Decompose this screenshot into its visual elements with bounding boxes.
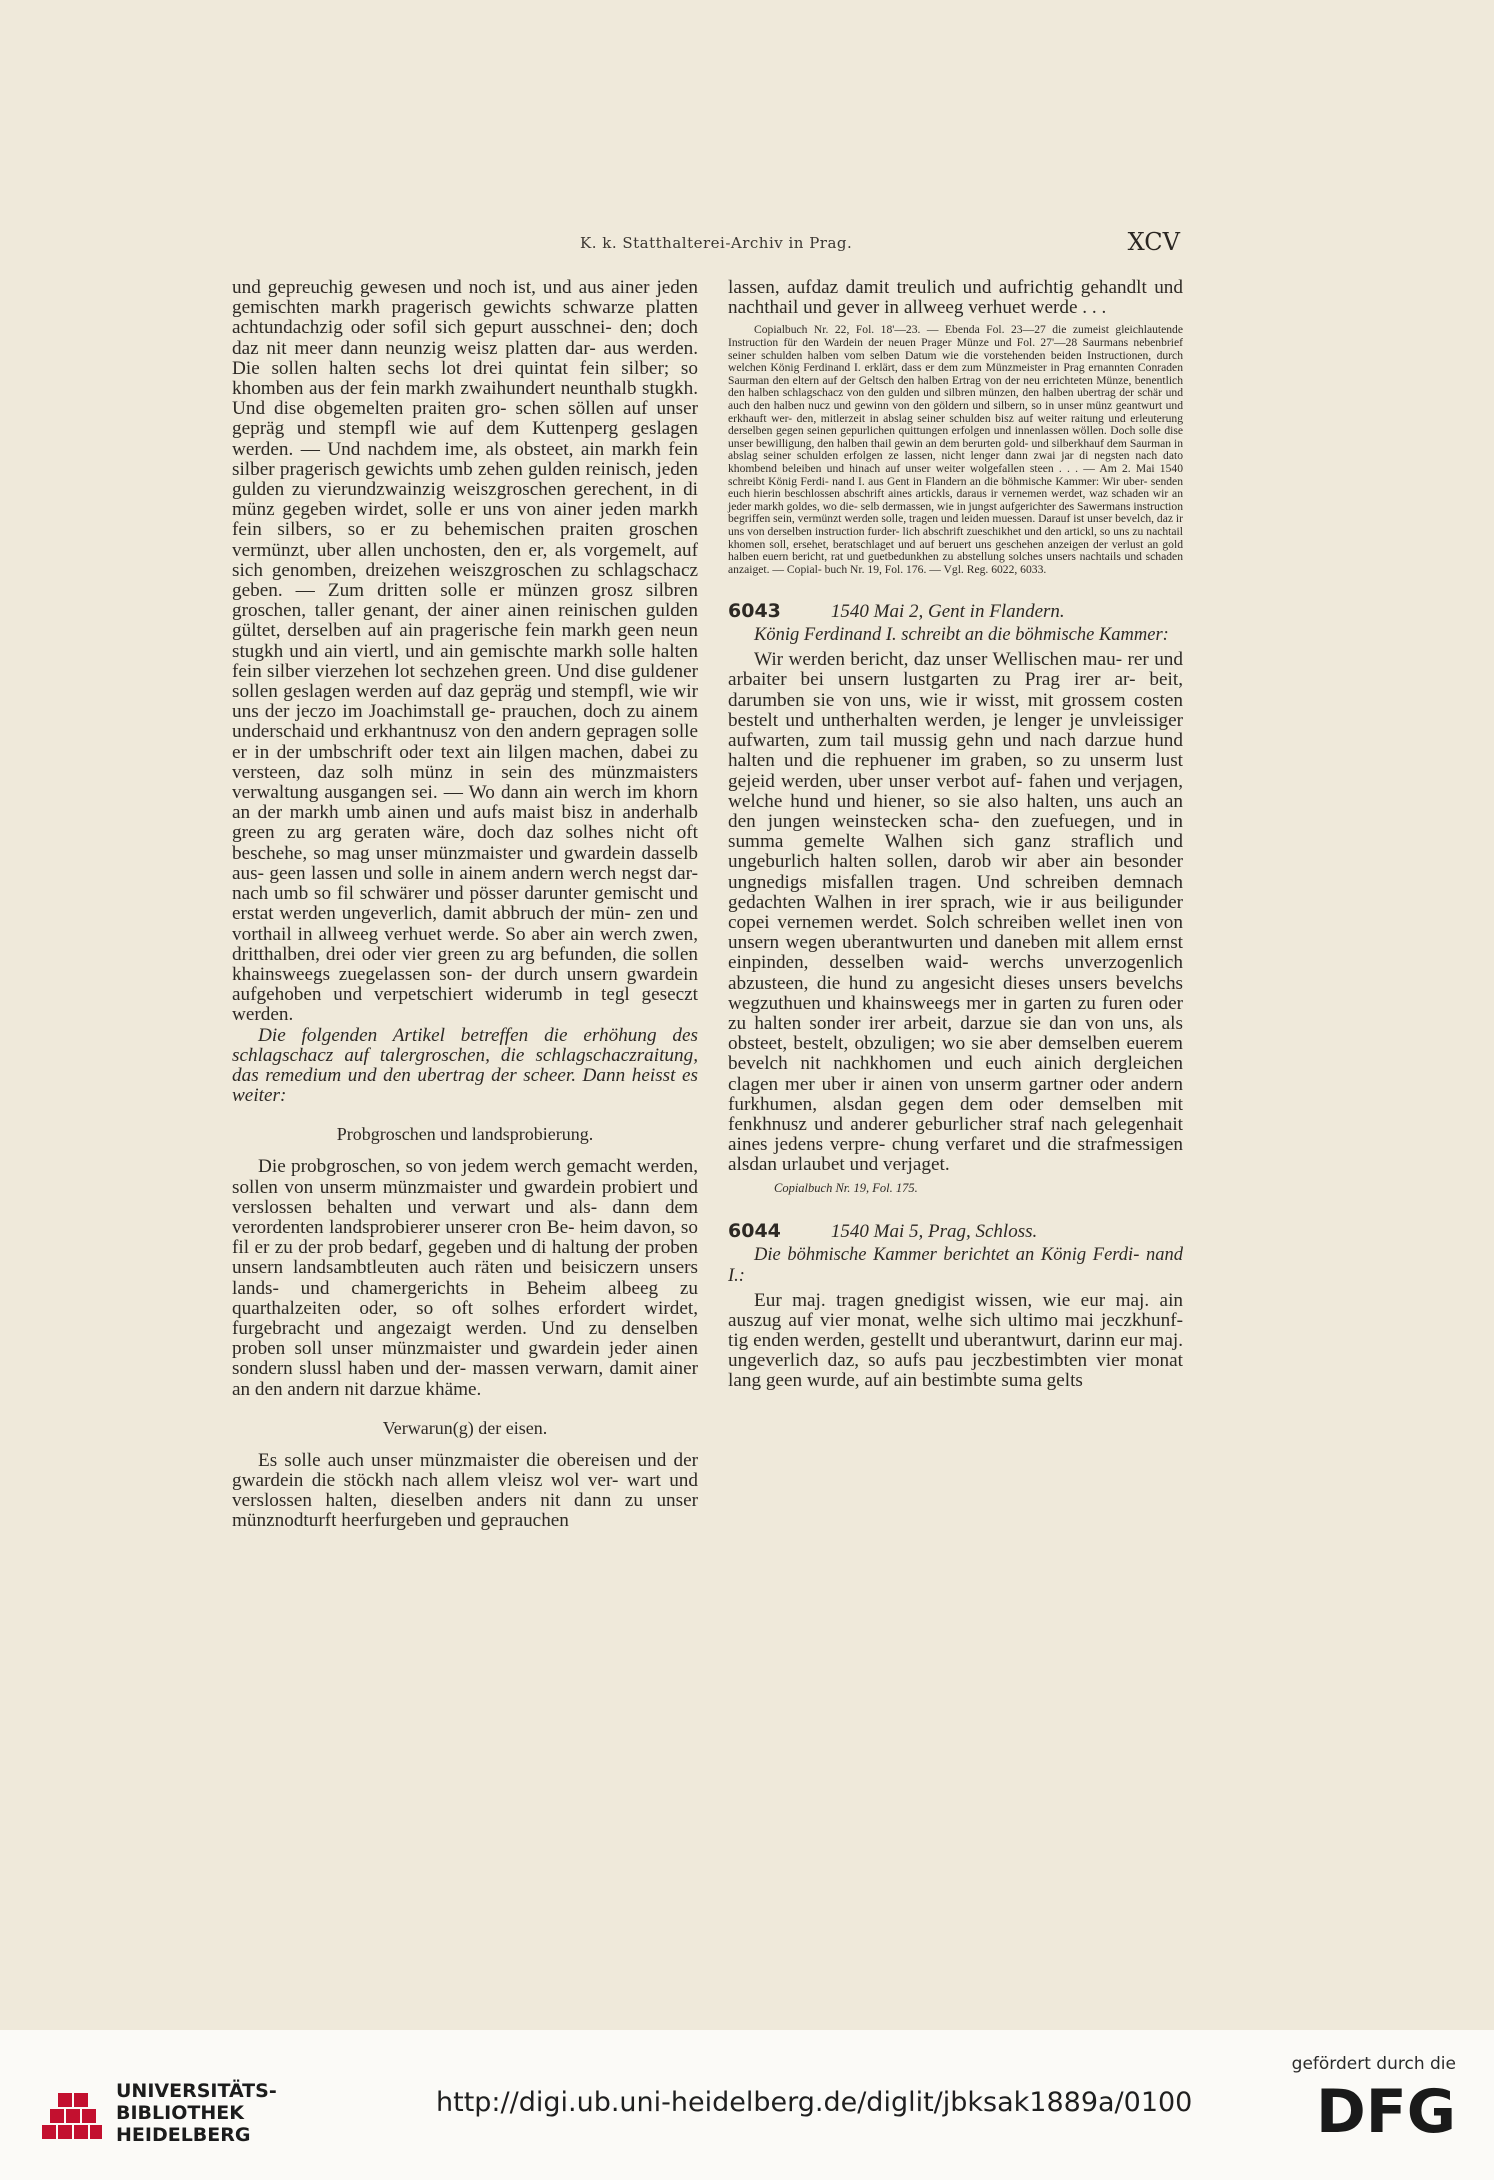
- permalink-url[interactable]: http://digi.ub.uni-heidelberg.de/diglit/jbksak1889a/0100: [436, 2087, 1193, 2118]
- library-name: [116, 2080, 277, 2146]
- entry-date: 1540 Mai 2, Gent in Flandern.: [830, 601, 1065, 623]
- footer-bar: [0, 2030, 1494, 2180]
- library-emblem-icon: [40, 2085, 104, 2141]
- library-name-line: BIBLIOTHEK: [116, 2102, 244, 2124]
- left-paragraph-1: und gepreuchig gewesen und noch ist, und aus ainer jeden gemischten markh pragerisch gewichts schwarze platten achtundachzig oder sofil sich gepurt ausschnei- den; doch daz nit meer dann neunzig weisz platten dar- aus werden. Die sollen halten sechs lot drei quintat fein silber; so khomben aus der fein markh zwaihundert neunthalb stugkh. Und dise obgemelten praiten gro- schen söllen auf unser gepräg und stempfl wie auf dem Kuttenperg geslagen werden. — Und nachdem ime, als obsteet, ain markh fein silber pragerisch gewichts umb zehen gulden reinisch, jeden gulden zu vierundzwainzig weiszgroschen gerechent, in di münz gegeben wirdet, solle er uns von ainer jeden markh fein silbers, so er zu behemischen praiten groschen vermünzt, uber allen unchosten, den er, als vorgemelt, auf sich genomben, dreizehen weiszgroschen zu schlagschacz geben. — Zum dritten solle er münzen grosz silbren groschen, taller genant, der ainer ainen reinischen gulden gültet, derselben auf ain pragerische fein markh geen neun stugkh und ain viertl, und ain gemischte markh solle halten fein silber vierzehen lot sechzehen green. Und dise guldener sollen geslagen werden auf daz gepräg und stempfl, wie wir uns der jeczo im Joachimstall ge- prauchen, doch zu ainem underschaid und erkhantnusz von den andern gepragen solle er in der umbschrift oder text ain lilgen machen, dabei zu versteen, daz solh münz in sein des münzmaisters verwaltung ausgangen sei. — Wo dann ain werch im khorn an der markh umb ainen und aufs maist bisz in anderhalb green zu arg geraten wäre, doch daz solhes nicht oft beschehe, so mag unser münzmaister und gwardein dasselb aus- geen lassen und solle in ainem andern werch negst dar- nach umb so fil schwärer und pösser darunter gemischt und erstat werden ungeverlich, damit abbruch der mün- zen und vorthail in allweeg verhuet werde. So aber ain werch zwen, dritthalben, drei oder vier green zu arg befunden, die sollen khainsweegs zuegelassen son- der durch unsern gwardein aufgehoben und verpetschiert widerumb in tegl geseczt werden.: [232, 277, 698, 1026]
- entry-header: [728, 600, 1183, 623]
- running-header: [0, 228, 1494, 258]
- dfg-logo-text: DFG: [1315, 2080, 1456, 2138]
- entry-number: 6044: [728, 1219, 781, 1242]
- entry-header: [728, 1220, 1183, 1243]
- entry-citation: Copialbuch Nr. 19, Fol. 175.: [774, 1180, 918, 1195]
- entry-date: 1540 Mai 5, Prag, Schloss.: [830, 1220, 1038, 1242]
- running-title: K. k. Statthalterei-Archiv in Prag.: [580, 234, 853, 252]
- editorial-note: Die folgenden Artikel betreffen die erhöhung des schlagschacz auf talergroschen, die schlagschaczraitung, das remedium und den ubertrag der scheer. Dann heisst es weiter:: [232, 1024, 698, 1107]
- entry-text: Eur maj. tragen gnedigist wissen, wie eur maj. ain auszug auf vier monat, welhe sich ultimo mai jeczkhunf- tig enden werden, gestellt und uberantwurt, darinn eur maj. ungeverlich daz, so aufs pau jeczbestimbten vier monat lang geen wurde, auf ain bestimbte suma gelts: [728, 1289, 1183, 1392]
- sponsor-block: [1292, 2054, 1456, 2142]
- right-column: [728, 278, 1183, 1392]
- entry-subtitle: König Ferdinand I. schreibt an die böhmische Kammer:: [754, 625, 1169, 646]
- left-paragraph-3: Es solle auch unser münzmaister die obereisen und der gwardein die stöckh nach allem vleisz wol ver- wart und verslossen halten, dieselben anders nit dann zu unser münznodturft heerfurgeben und geprauchen: [232, 1449, 698, 1532]
- dfg-logo-icon: [1306, 2080, 1456, 2138]
- library-logo[interactable]: [40, 2080, 277, 2146]
- entry-6044: [728, 1220, 1183, 1392]
- left-paragraph-2: Die probgroschen, so von jedem werch gemacht werden, sollen von unserm münzmaister und gwardein probiert und verslossen behalten und verwart und als- dann dem verordenten landsprobierer unserer cron Be- heim davon, so fil er zu der prob bedarf, gegeben und di haltung der proben unsern landsambtleuten auch räten und beisiczern unsers lands- und chamergerichts in Beheim albeeg zu quarthalzeiten oder, so oft solhes erfordert wirdet, furgebracht und angezaigt werden. Und zu denselben proben soll unser münzmaister und gwardein jeder ainen sondern slussl haben und der- massen verwarn, damit ainer an den andern nit darzue khäme.: [232, 1156, 698, 1400]
- section-heading-verwarung: Verwarun(g) der eisen.: [382, 1417, 548, 1438]
- entry-text: Wir werden bericht, daz unser Wellischen mau- rer und arbaiter bei unsern lustgarten zu Prag irer ar- beit, darumben sie von uns, wie ir wisst, mit grossem costen bestelt und untherhalten werden, je lenger je unvleissiger aufwarten, zum tail mussig gehn und nach darzue hund halten und die rephuener im graben, so zu unserm lust gejeid werden, uber unser verbot auf- fahen und verjagen, welche hund und hiener, so sie also halten, uns auch an den jungen weinstecken scha- den zuefuegen, und in summa gemelte Walhen sich ganz straflich und ungeburlich halten sollen, darob wir aber ain besonder ungnedigs misfallen tragen. Und schreiben demnach gedachten Walhen in irer sprach, wie ir aus beiligunder copei vernemen werdet. Solch schreiben wellet inen von unsern wegen uberantwurten und daneben mit allem ernst einpinden, desselben waid- werchs unverzogenlich abzusteen, die hund zu angesicht dieses unsers bevelchs wegzuthuen und khainsweegs mer in garten zu furen oder zu halten sonder irer arbeit, darzue sie dan von uns, als obsteet, bestelt, obzuligen; wo sie aber demselben euerem bevelch nit nachkhomen und euch ainich dergleichen clagen mer uber ir ainen von unserm gartner oder andern furkhumen, alsdan gegen dem oder demselben mit fenkhnusz und anderer geburlicher straf nach gelegenhait aines jedens verpre- chung verfaret und die strafmessigen alsdan urlaubet und verjaget.: [728, 649, 1183, 1176]
- entry-6043: [728, 600, 1183, 1195]
- sponsor-label: gefördert durch die: [1291, 2054, 1456, 2074]
- page-number: XCV: [1127, 228, 1180, 256]
- entry-subtitle: Die böhmische Kammer berichtet an König Ferdi- nand I.:: [728, 1244, 1183, 1286]
- library-name-line: HEIDELBERG: [116, 2124, 251, 2146]
- footnote-block: Copialbuch Nr. 22, Fol. 18'—23. — Ebenda Fol. 23—27 die zumeist gleichlautende Instruction für den Wardein der neuen Prager Münze und Fol. 27'—28 Saurmans nebenbrief seiner schulden halben vom selben Datum wie die vorstehenden beiden Instructionen, durch welchen König Ferdinand I. erklärt, dass er dem zum Münzmeister in Prag ernannten Conraden Saurman den eltern auf der Geltsch den halben Ertrag von der neu errichteten Münze, benentlich den halben schlagschacz von den gulden und silbren münzen, den halben ubertrag der schär und auch den halben nucz und gewinn von den göldern und silbern, so in unser münz geantwurt und erkhauft wer- den, mitlerzeit in abslag seiner schulden bisz auf weiter raitung und erleuterung derselben gegen seinen gepurlichen quittungen erfolgen und innenlassen wöllen. Doch solle dise unser bewilligung, den halben thail gewin an dem berurten gold- und silberkhauf dem Saurman in abslag seiner schulden erfolgen ze lassen, nicht lenger dann zwai jar di negsten nach dato khombend beleiben und hinach auf unser weiter wolgefallen steen . . . — Am 2. Mai 1540 schreibt König Ferdi- nand I. aus Gent in Flandern an die böhmische Kammer: Wir uber- senden euch hierin beschlossen abschrift aines artickls, daraus ir vernemen werdet, waz schaden wir an jeder markh goldes, wo die- selb dermassen, wie in jungst aufgerichter des Sawermans instruction begriffen sein, vermünzt werden solle, tragen und leiden muessen. Darauf ist unser bevelch, daz ir uns von derselben instruction furder- lich abschrift zueschikhet und den artickl, so uns zu nachtail khomen soll, ersehet, beratschlaget und auf beruert uns geschehen anzeigen der verlust an gold halben euern bericht, rat und guetbedunkhen zu abstellung solches unsers nachtails und schaden anzaiget. — Copial- buch Nr. 19, Fol. 176. — Vgl. Reg. 6022, 6033.: [728, 323, 1184, 576]
- library-name-line: UNIVERSITÄTS-: [116, 2080, 277, 2102]
- section-heading-probgroschen: Probgroschen und landsprobierung.: [336, 1124, 594, 1145]
- entry-number: 6043: [728, 600, 781, 623]
- left-column: [232, 278, 698, 1532]
- dfg-logo[interactable]: [1292, 2080, 1456, 2142]
- right-paragraph-1: lassen, aufdaz damit treulich und aufrichtig gehandlt und nachthail und gever in allweeg verhuet werde . . .: [728, 277, 1183, 319]
